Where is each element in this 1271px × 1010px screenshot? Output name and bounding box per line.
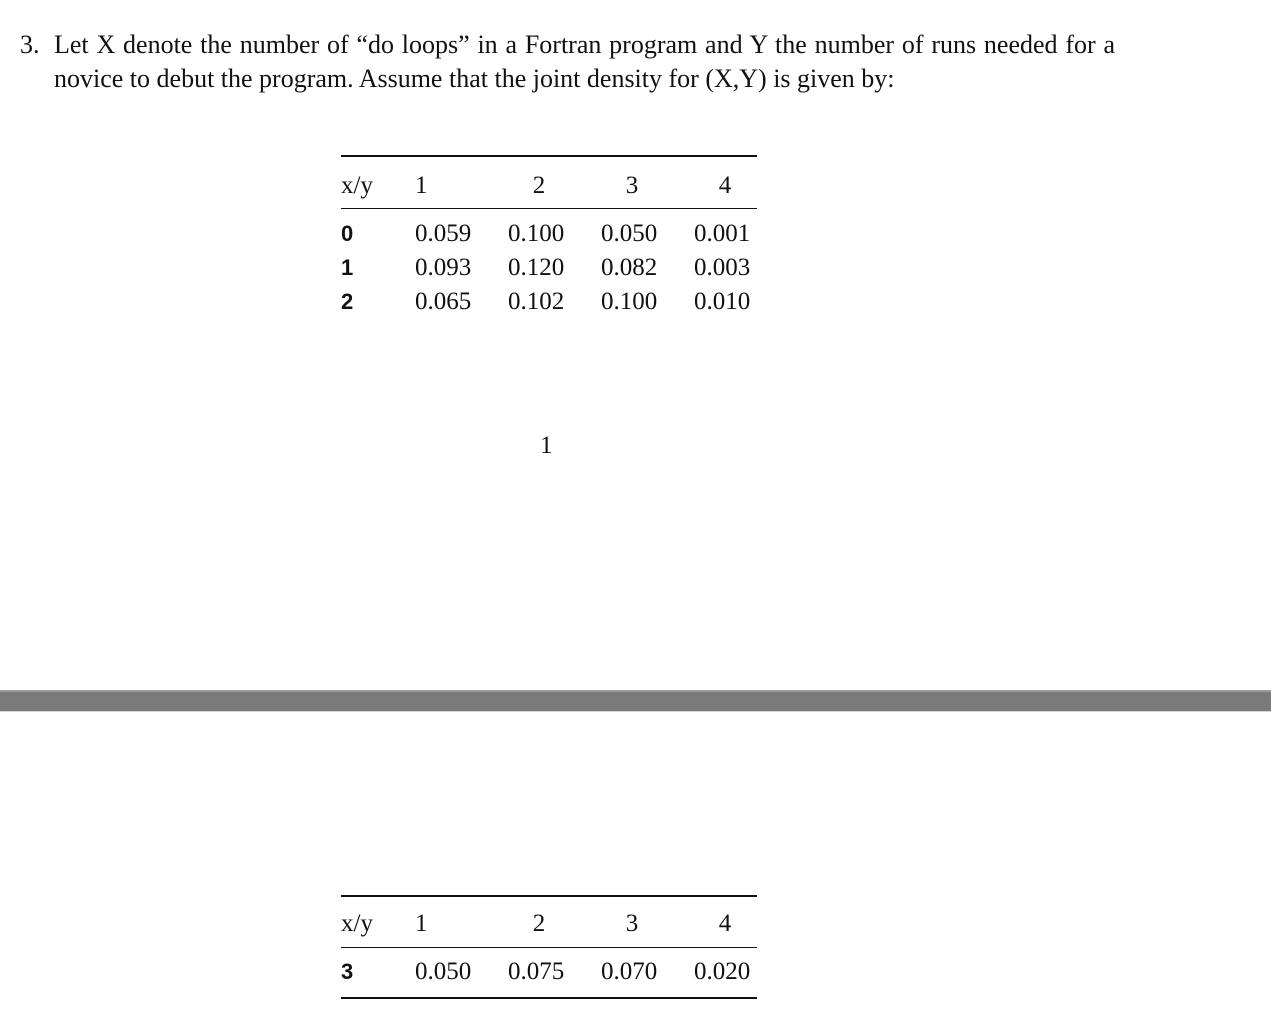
table-row — [341, 217, 757, 251]
joint-density-table-part-1 — [341, 155, 757, 319]
table-cell: 0.010 — [694, 288, 751, 315]
table-top-rule — [341, 155, 757, 157]
table-cell: 0.070 — [601, 958, 658, 985]
table-row — [341, 955, 757, 989]
table-cell: 0.082 — [601, 254, 658, 281]
table-cell: 0.003 — [694, 254, 751, 281]
table-header-rule — [341, 947, 757, 948]
table-cell: 0.102 — [508, 288, 565, 315]
problem-text: Let X denote the number of “do loops” in a Fortran program and Y the number of runs needed for a novice to debut the program. Assume that the joint density for (X,Y) is given by: — [54, 30, 1115, 93]
page-separator — [0, 690, 1271, 712]
table-top-rule — [341, 895, 757, 897]
table-cell: 0.093 — [415, 254, 472, 281]
row-label: 2 — [341, 289, 354, 314]
page-number: 1 — [540, 432, 553, 459]
table-cell: 0.020 — [694, 958, 751, 985]
header-y3: 3 — [625, 910, 639, 937]
header-y1: 1 — [415, 910, 428, 937]
table-cell: 0.001 — [694, 220, 751, 247]
table-header-row — [341, 169, 757, 203]
table-cell: 0.059 — [415, 220, 472, 247]
header-y4: 4 — [718, 172, 732, 199]
header-y2: 2 — [532, 172, 546, 199]
problem-number: 3. — [20, 30, 40, 59]
table-bottom-rule — [341, 997, 757, 999]
table-header-row — [341, 907, 757, 941]
header-y3: 3 — [625, 172, 639, 199]
header-xy: x/y — [341, 910, 373, 937]
table-row — [341, 251, 757, 285]
table-cell: 0.050 — [601, 220, 658, 247]
table-cell: 0.100 — [601, 288, 658, 315]
header-y2: 2 — [532, 910, 546, 937]
table-cell: 0.100 — [508, 220, 565, 247]
table-header-rule — [341, 208, 757, 209]
table-cell: 0.120 — [508, 254, 565, 281]
problem-statement — [20, 28, 1115, 96]
table-cell: 0.065 — [415, 288, 472, 315]
joint-density-table-part-2 — [341, 895, 757, 999]
row-label: 1 — [341, 255, 354, 280]
table-cell: 0.050 — [415, 958, 472, 985]
row-label: 3 — [341, 959, 354, 984]
table-row — [341, 285, 757, 319]
table-cell: 0.075 — [508, 958, 565, 985]
header-y1: 1 — [415, 172, 428, 199]
header-y4: 4 — [718, 910, 732, 937]
row-label: 0 — [341, 221, 354, 246]
header-xy: x/y — [341, 172, 373, 199]
